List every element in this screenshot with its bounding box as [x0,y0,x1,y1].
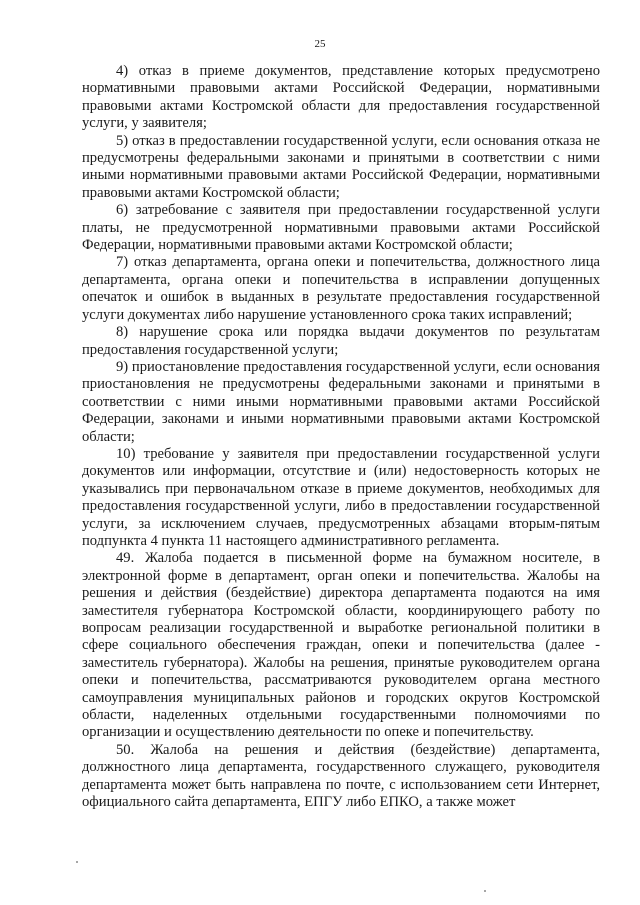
list-item-5: 5) отказ в предоставлении государственной услуги, если основания отказа не предусмотрены федеральными законами и принятыми в соответствии с ними иными нормативными правовыми актами Российской Федерации, нормативными правовыми актами Костромской области; [82,132,600,201]
clause-50: 50. Жалоба на решения и действия (бездействие) департамента, должностного лица департамента, государственного служащего, руководителя департамента может быть направлена по почте, с использованием сети Интернет, официального сайта департамента, ЕПГУ либо ЕПКО, а также может [82,741,600,811]
clause-49: 49. Жалоба подается в письменной форме на бумажном носителе, в электронной форме в департамент, орган опеки и попечительства. Жалобы на решения и действия (бездействие) директора департамента подаются на имя заместителя губернатора Костромской области, координирующего работу по вопросам реализации государственной и выработке региональной политики в сфере социального обеспечения граждан, опеки и попечительства (далее - заместитель губернатора). Жалобы на решения, принятые руководителем органа опеки и попечительства, рассматриваются руководителем органа местного самоуправления муниципальных районов и городских округов Костромской области, наделенных отдельными государственными полномочиями по организации и осуществлению деятельности по опеке и попечительству. [82,550,600,741]
list-item-10: 10) требование у заявителя при предоставлении государственной услуги документов или информации, отсутствие и (или) недостоверность которых не указывались при первоначальном отказе в приеме документов, необходимых для предоставления государственной услуги, либо в предоставлении государственной услуги, за исключением случаев, предусмотренных абзацами вторым-пятым подпункта 4 пункта 11 настоящего административного регламента. [82,445,600,549]
document-body [82,63,600,811]
scan-artifact [484,890,486,892]
list-item-7: 7) отказ департамента, органа опеки и попечительства, должностного лица департамента, органа опеки и попечительства в исправлении допущенных опечаток и ошибок в выданных в результате предоставления государственной услуги документах либо нарушение установленного срока таких исправлений; [82,254,600,323]
list-item-4: 4) отказ в приеме документов, представление которых предусмотрено нормативными правовыми актами Российской Федерации, нормативными правовыми актами Костромской области для предоставления государственной услуги, у заявителя; [82,63,600,132]
scan-artifact [76,861,78,863]
list-item-8: 8) нарушение срока или порядка выдачи документов по результатам предоставления государственной услуги; [82,324,600,358]
list-item-9: 9) приостановление предоставления государственной услуги, если основания приостановления не предусмотрены федеральными законами и принятыми в соответствии с ними иными нормативными правовыми актами Российской Федерации, законами и иными нормативными правовыми актами Костромской области; [82,358,600,445]
list-item-6: 6) затребование с заявителя при предоставлении государственной услуги платы, не предусмотренной нормативными правовыми актами Российской Федерации, нормативными правовыми актами Костромской области; [82,202,600,254]
page-number: 25 [314,38,326,50]
